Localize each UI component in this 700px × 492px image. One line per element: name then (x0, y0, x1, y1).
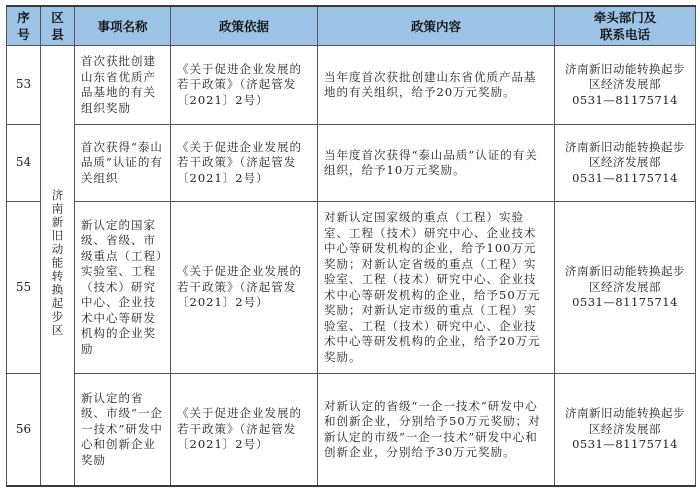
header-item-name: 事项名称 (75, 6, 171, 46)
row-policy-basis: 《关于促进企业发展的若干政策》（济起管发〔2021〕2号） (171, 46, 318, 125)
table-row (7, 125, 696, 202)
row-policy-content: 对新认定的省级“一企一技术”研发中心和创新企业，分别给予50万元奖励；对新认定的市级“一企一技术”研发中心和创新企业，分别给予30万元奖励。 (318, 374, 555, 487)
row-dept-contact (555, 374, 696, 487)
row-dept: 济南新旧动能转换起步区经济发展部 (565, 406, 685, 436)
table-row (7, 374, 696, 487)
row-policy-content: 对新认定国家级的重点（工程）实验室、工程（技术）研究中心、企业技术中心等研发机构的企业，给予100万元奖励；对新认定省级的重点（工程）实验室、工程（技术）研究中心、企业技术中心等研发机构的企业，给予50万元奖励；对新认定市级的重点（工程）实验室、工程（技术）研究中心、企业技术中心等研发机构的企业，给予20万元奖励。 (318, 202, 555, 374)
row-item-name: 首次获批创建山东省优质产品基地的有关组织奖励 (75, 46, 171, 125)
header-seq: 序号 (7, 6, 41, 46)
row-phone: 0531—81175714 (572, 170, 678, 185)
district-name: 济南新旧动能转换起步区 (50, 189, 65, 338)
row-phone: 0531—81175714 (572, 92, 678, 107)
row-policy-content: 当年度首次获得“泰山品质”认证的有关组织，给予10万元奖励。 (318, 125, 555, 202)
header-policy-content: 政策内容 (318, 6, 555, 46)
row-policy-content: 当年度首次获批创建山东省优质产品基地的有关组织，给予20万元奖励。 (318, 46, 555, 125)
row-seq: 55 (7, 202, 41, 374)
row-dept: 济南新旧动能转换起步区经济发展部 (565, 139, 685, 170)
row-seq: 54 (7, 125, 41, 202)
table-row (7, 46, 696, 125)
row-policy-basis: 《关于促进企业发展的若干政策》（济起管发〔2021〕2号） (171, 202, 318, 374)
table-header-row (7, 6, 696, 46)
row-item-name: 新认定的省级、市级“一企一技术”研发中心和创新企业奖励 (75, 374, 171, 487)
district-cell (41, 46, 75, 487)
row-item-name: 新认定的国家级、省级、市级重点（工程）实验室、工程（技术）研究中心、企业技术中心等研发机构的企业奖励 (75, 202, 171, 374)
row-dept: 济南新旧动能转换起步区经济发展部 (565, 61, 685, 92)
row-policy-basis: 《关于促进企业发展的若干政策》（济起管发〔2021〕2号） (171, 125, 318, 202)
policy-table (6, 5, 696, 487)
row-phone: 0531—81175714 (572, 437, 678, 452)
row-dept: 济南新旧动能转换起步区经济发展部 (565, 264, 685, 294)
table-row (7, 202, 696, 374)
row-seq: 53 (7, 46, 41, 125)
row-item-name: 首次获得“泰山品质”认证的有关组织 (75, 125, 171, 202)
header-policy-basis: 政策依据 (171, 6, 318, 46)
row-seq: 56 (7, 374, 41, 487)
header-dept-contact: 牵头部门及 联系电话 (555, 6, 696, 46)
row-dept-contact (555, 202, 696, 374)
row-phone: 0531—81175714 (572, 295, 678, 310)
header-district: 区县 (41, 6, 75, 46)
row-policy-basis: 《关于促进企业发展的若干政策》（济起管发〔2021〕2号） (171, 374, 318, 487)
row-dept-contact (555, 46, 696, 125)
row-dept-contact (555, 125, 696, 202)
